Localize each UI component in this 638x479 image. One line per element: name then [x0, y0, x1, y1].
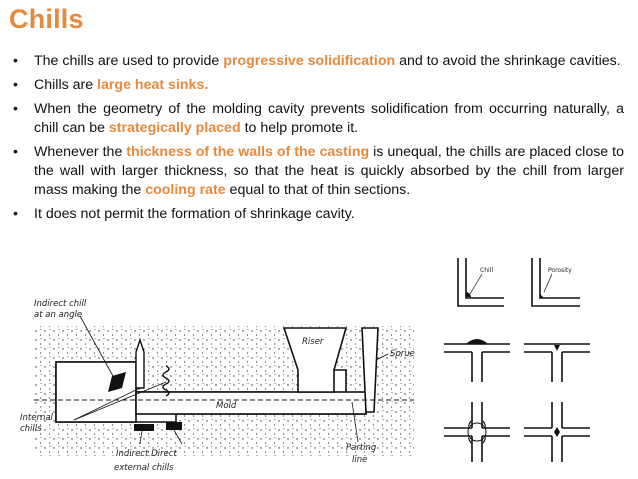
highlight-text: large heat sinks.: [97, 76, 209, 93]
bullet-marker: •: [13, 53, 18, 69]
bullet-marker: •: [13, 100, 18, 117]
label-internal-1: Internal: [20, 413, 53, 423]
bullet-marker: •: [13, 143, 18, 160]
l-joint-porosity: [532, 258, 580, 306]
indirect-external-chill: [134, 424, 154, 431]
bullet-item: [12, 52, 624, 71]
joint-diagram-svg: [440, 252, 630, 474]
bullet-text: Whenever the: [34, 143, 127, 160]
bullet-item: [12, 100, 624, 138]
bullet-text: is unequal, the chills are placed close to the wall with larger thickness, so that the heat is quickly absorbed by the chill from larger mass making the: [34, 143, 624, 198]
label-indirect-angle-1: Indirect chill: [34, 299, 87, 309]
highlight-text: cooling rate: [145, 182, 226, 198]
mold-diagram-svg: [16, 292, 436, 478]
joint-diagram: [440, 252, 630, 474]
highlight-text: strategically placed: [108, 119, 241, 136]
internal-chill-rod: [136, 340, 144, 388]
bullet-item: [12, 205, 624, 224]
label-porosity: Porosity: [548, 267, 572, 274]
slide-title: Chills: [9, 4, 84, 34]
cavity-left: [56, 362, 136, 422]
label-chill: Chill: [480, 267, 493, 274]
bullet-marker: •: [13, 205, 18, 222]
highlight-text: thickness of the walls of the casting: [126, 143, 370, 160]
bullet-text: and to avoid the shrinkage cavities.: [395, 53, 621, 69]
bullet-text: to help promote it.: [240, 119, 359, 136]
mold-diagram: [16, 292, 436, 478]
label-bottom-2: external chills: [114, 463, 174, 473]
label-parting-1: Parting: [346, 443, 377, 453]
label-internal-2: chills: [20, 424, 42, 434]
cross-joint-chill: [444, 402, 510, 462]
bullet-text: Chills are: [34, 76, 98, 93]
bullet-item: [12, 76, 624, 95]
label-mold: Mold: [216, 401, 237, 411]
l-joint-chill: [458, 258, 504, 306]
bullet-text: When the geometry of the molding cavity prevents solidification from occurring naturally, a chill can be: [34, 100, 624, 136]
bullet-text: The chills are used to provide: [34, 53, 224, 69]
label-parting-2: line: [352, 455, 368, 465]
bullet-marker: •: [13, 76, 18, 93]
cavity-runner: [136, 392, 366, 414]
t-joint-porosity: [524, 344, 590, 382]
bullet-list: [12, 52, 624, 229]
bullet-text: equal to that of thin sections.: [225, 182, 411, 198]
bullet-item: [12, 143, 624, 201]
direct-external-chill: [166, 422, 182, 430]
t-joint-chill: [444, 339, 510, 382]
label-sprue: Sprue: [390, 349, 415, 359]
label-indirect-angle-2: at an angle: [34, 310, 83, 320]
cross-joint-porosity: [524, 402, 590, 462]
highlight-text: progressive solidification: [223, 53, 396, 69]
label-riser: Riser: [302, 337, 324, 347]
label-bottom-1: Indirect Direct: [116, 449, 177, 459]
bullet-text: It does not permit the formation of shrinkage cavity.: [34, 205, 355, 222]
